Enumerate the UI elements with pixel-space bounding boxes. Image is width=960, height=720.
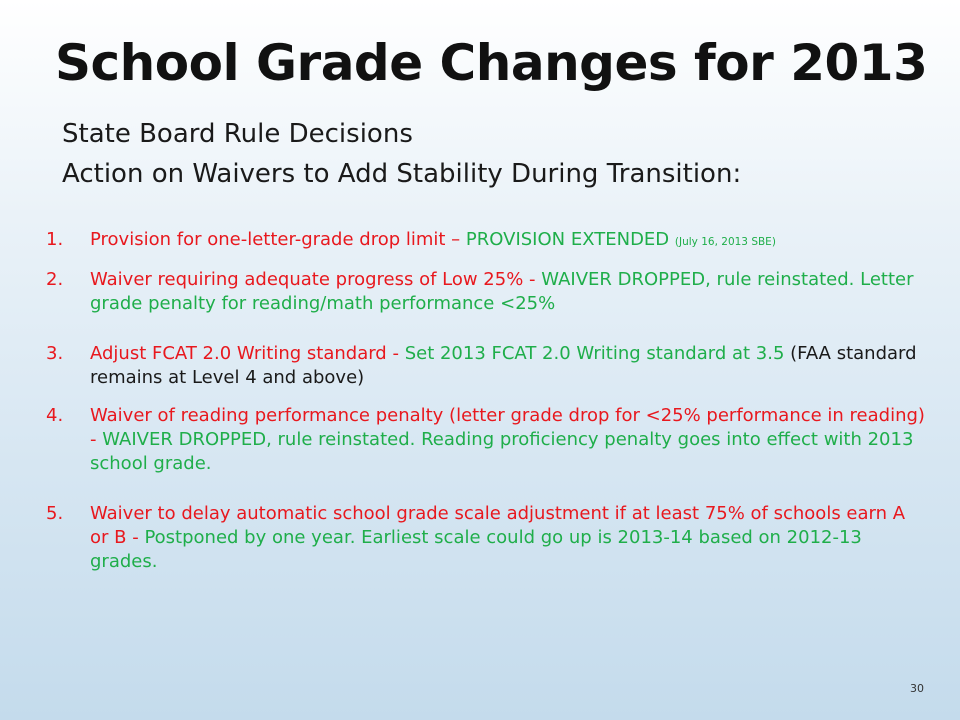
- item-topic: Adjust FCAT 2.0 Writing standard -: [90, 343, 399, 364]
- list-item: [46, 342, 926, 390]
- item-topic: Provision for one-letter-grade drop limit –: [90, 229, 461, 250]
- slide-subtitle: [62, 114, 741, 194]
- item-number: 1.: [46, 229, 64, 250]
- list-item: [46, 404, 926, 476]
- item-decision: WAIVER DROPPED, rule reinstated. Reading proficiency penalty goes into effect with 2013 school grade.: [90, 429, 914, 474]
- subtitle-line-2: Action on Waivers to Add Stability During Transition:: [62, 159, 742, 189]
- item-decision: PROVISION EXTENDED: [465, 229, 670, 250]
- item-decision: Set 2013 FCAT 2.0 Writing standard at 3.5: [404, 343, 785, 364]
- item-decision: WAIVER DROPPED, rule reinstated. Letter grade penalty for reading/math performance <25%: [90, 269, 914, 314]
- item-note: (FAA standard remains at Level 4 and above): [90, 343, 917, 388]
- item-number: 4.: [46, 405, 64, 426]
- item-topic: Waiver of reading performance penalty (letter grade drop for <25% performance in reading) -: [90, 405, 925, 450]
- item-topic: Waiver requiring adequate progress of Low 25% -: [90, 269, 536, 290]
- page-number: 30: [910, 682, 924, 695]
- subtitle-line-1: State Board Rule Decisions: [62, 119, 413, 149]
- item-decision: Postponed by one year. Earliest scale could go up is 2013-14 based on 2012-13 grades.: [90, 527, 862, 572]
- list-item: [46, 502, 926, 574]
- list-item: [46, 268, 926, 316]
- list-item: [46, 228, 926, 254]
- item-decision-date: (July 16, 2013 SBE): [674, 236, 776, 248]
- item-number: 5.: [46, 503, 64, 524]
- item-topic: Waiver to delay automatic school grade scale adjustment if at least 75% of schools earn A or B -: [90, 503, 906, 548]
- decisions-list: [46, 228, 926, 574]
- item-number: 3.: [46, 343, 64, 364]
- slide-title: School Grade Changes for 2013: [55, 34, 928, 92]
- item-number: 2.: [46, 269, 64, 290]
